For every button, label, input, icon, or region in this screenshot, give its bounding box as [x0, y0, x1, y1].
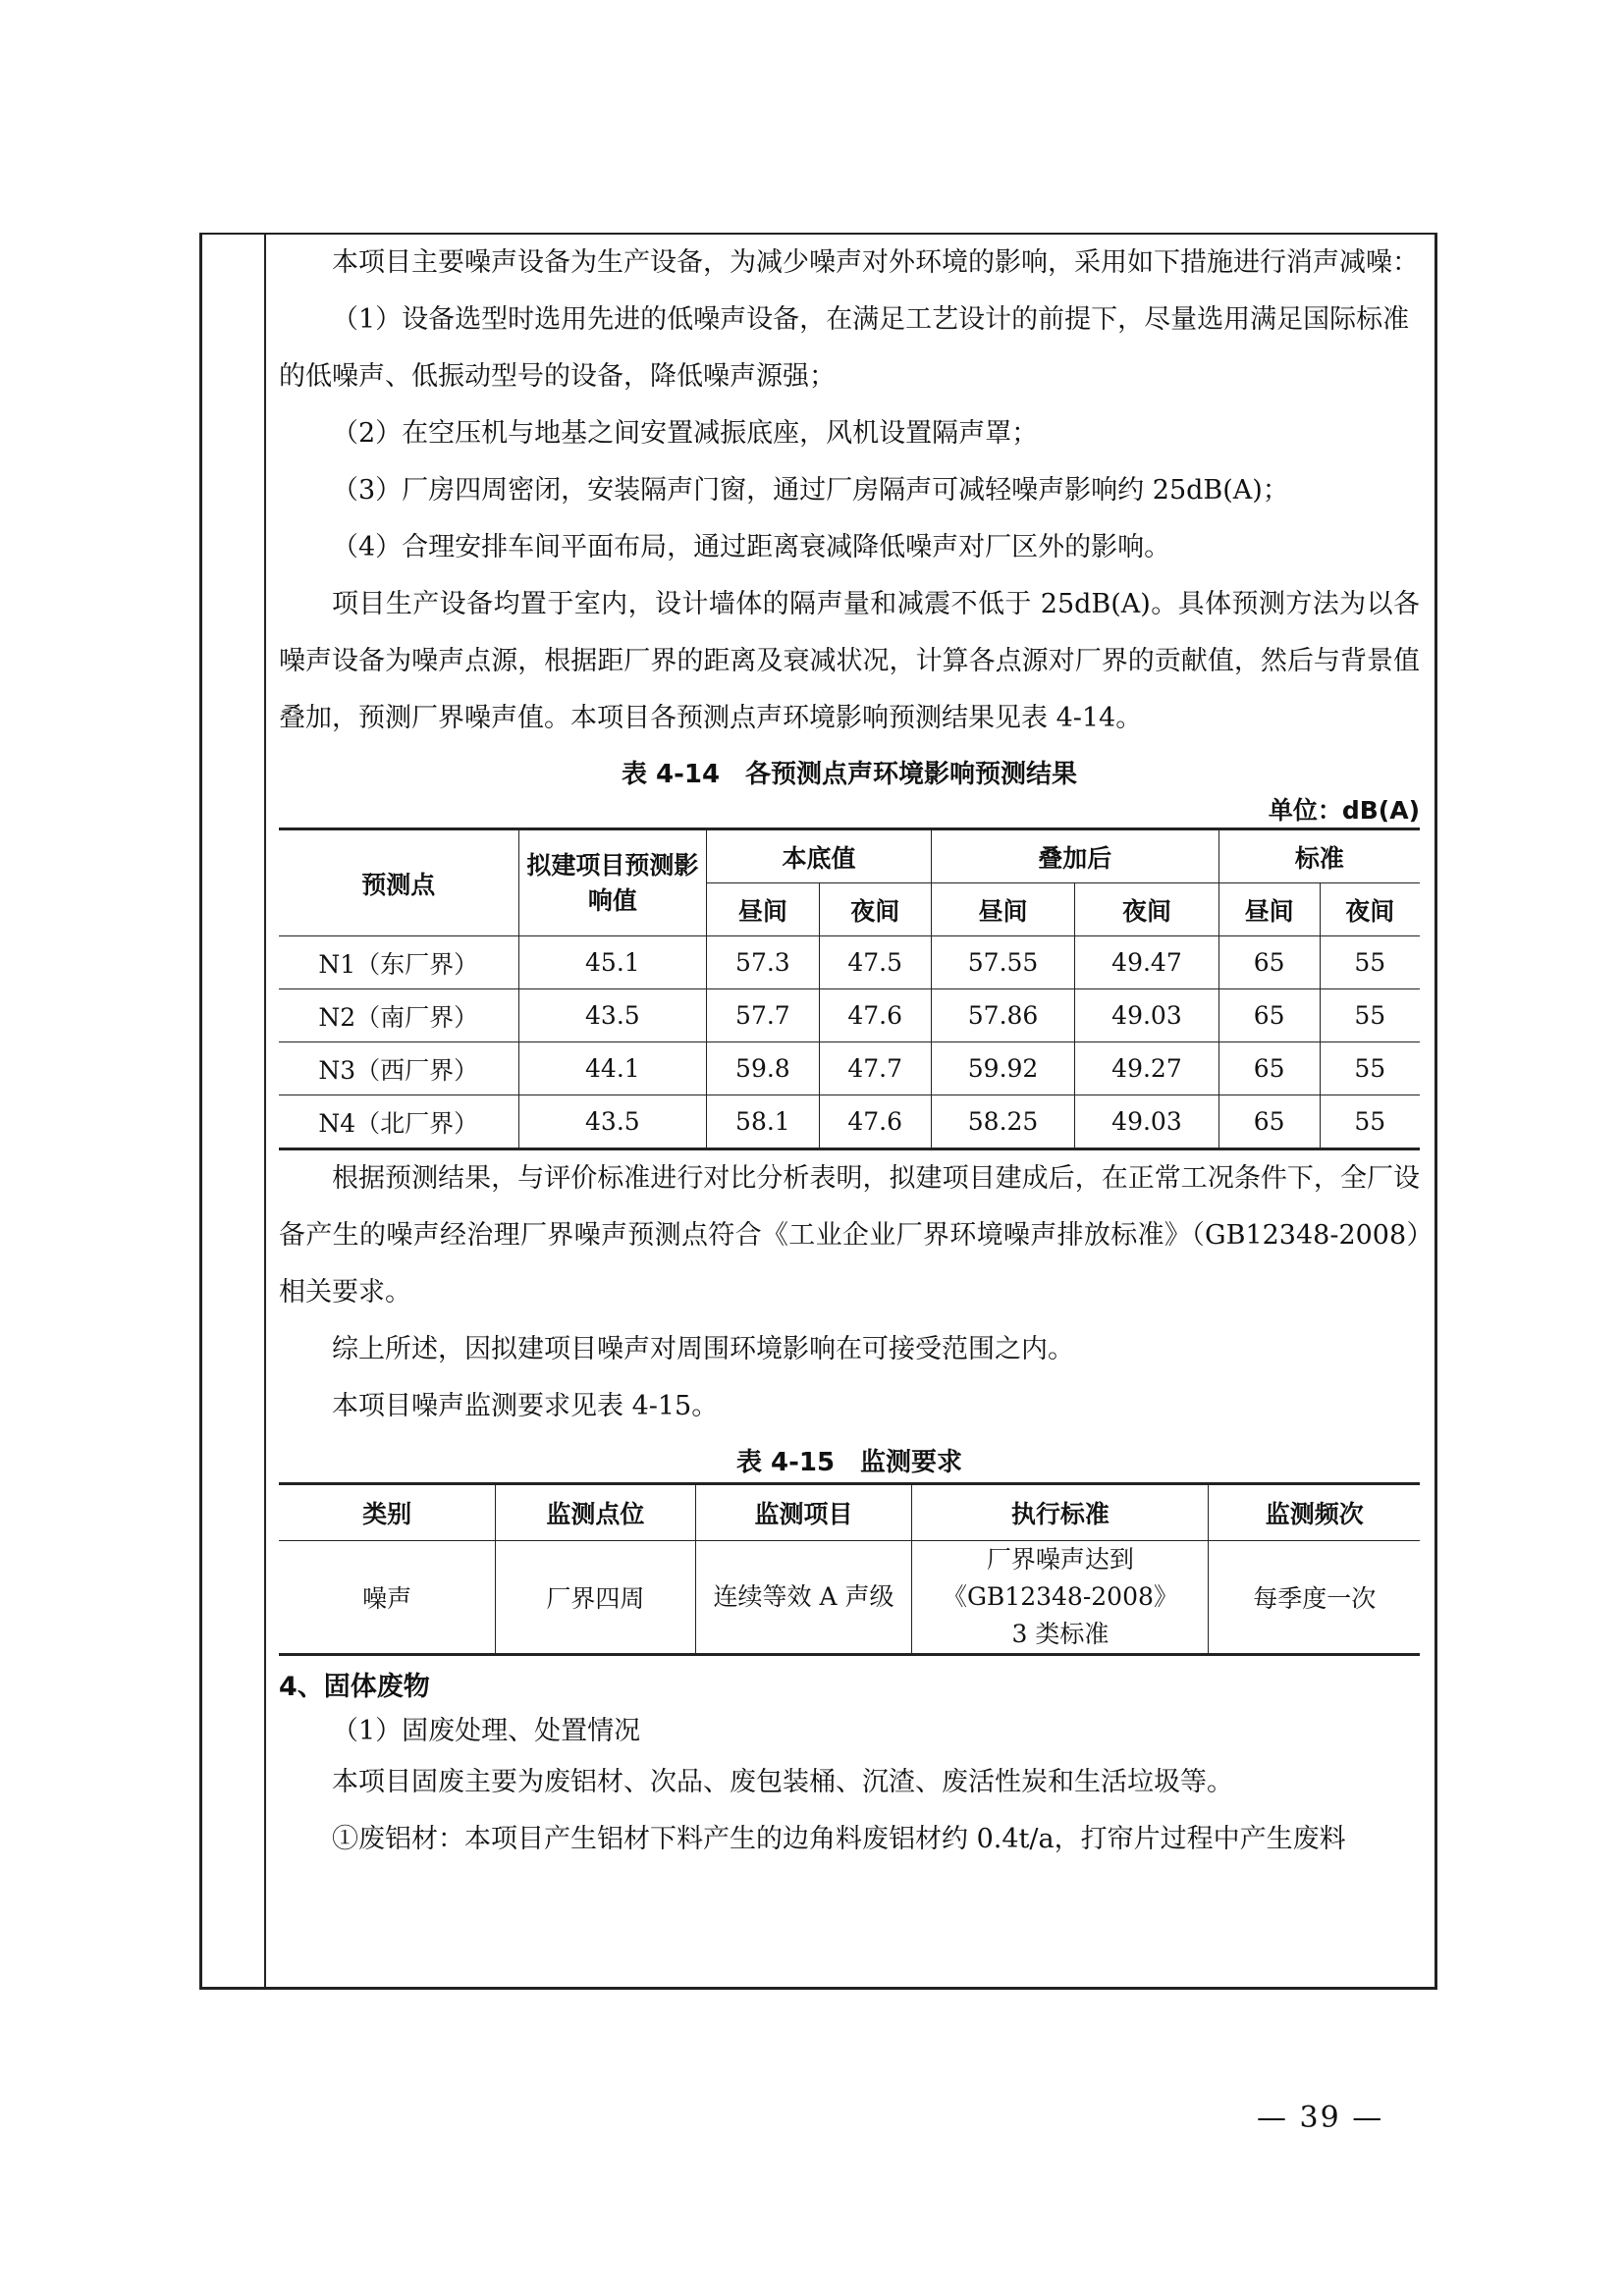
cell: 65	[1218, 1095, 1320, 1149]
section-title: 4、固体废物	[279, 1672, 430, 1702]
paragraph: 项目生产设备均置于室内，设计墙体的隔声量和减震不低于 25dB(A)。具体预测方法为以各噪声设备为噪声点源，根据距厂界的距离及衰减状况，计算各点源对厂界的贡献值，然后与背景值叠加，预测厂界噪声值。本项目各预测点声环境影响预测结果见表 4-14。	[279, 589, 1420, 733]
cell: 连续等效 A 声级	[695, 1541, 912, 1655]
cell: 49.03	[1075, 989, 1218, 1042]
table-caption: 表 4-15 监测要求	[735, 1448, 963, 1477]
header-night: 夜间	[819, 883, 931, 936]
cell: 43.5	[518, 1095, 707, 1149]
table-row	[279, 936, 1420, 989]
cell: 55	[1320, 1042, 1420, 1095]
cell: 55	[1320, 989, 1420, 1042]
monitoring-table	[279, 1482, 1420, 1656]
cell: N1（东厂界）	[279, 936, 518, 989]
header-item: 监测项目	[695, 1484, 912, 1541]
header-point: 预测点	[279, 829, 518, 936]
cell: 每季度一次	[1209, 1541, 1420, 1655]
header-day: 昼间	[707, 883, 819, 936]
cell: 43.5	[518, 989, 707, 1042]
left-label-column	[202, 235, 266, 1987]
header-category: 类别	[279, 1484, 496, 1541]
paragraph: 综上所述，因拟建项目噪声对周围环境影响在可接受范围之内。	[332, 1334, 1074, 1364]
cell: 59.92	[931, 1042, 1074, 1095]
cell: 49.27	[1075, 1042, 1218, 1095]
header-standard: 执行标准	[912, 1484, 1209, 1541]
cell: 47.7	[819, 1042, 931, 1095]
cell: 65	[1218, 936, 1320, 989]
cell: 57.7	[707, 989, 819, 1042]
header-standard: 标准	[1218, 829, 1420, 883]
table-caption: 表 4-14 各预测点声环境影响预测结果	[621, 760, 1078, 789]
cell: 55	[1320, 936, 1420, 989]
cell: N2（南厂界）	[279, 989, 518, 1042]
cell: 45.1	[518, 936, 707, 989]
page-number: — 39 —	[1257, 2101, 1384, 2135]
cell: 噪声	[279, 1541, 496, 1655]
header-night: 夜间	[1320, 883, 1420, 936]
header-night: 夜间	[1075, 883, 1218, 936]
cell: 57.3	[707, 936, 819, 989]
table-row	[279, 1541, 1420, 1655]
header-day: 昼间	[931, 883, 1074, 936]
paragraph: 本项目主要噪声设备为生产设备，为减少噪声对外环境的影响，采用如下措施进行消声减噪：	[332, 247, 1419, 278]
cell: 49.47	[1075, 936, 1218, 989]
header-day: 昼间	[1218, 883, 1320, 936]
cell: 厂界噪声达到《GB12348-2008》3 类标准	[912, 1541, 1209, 1655]
cell: 65	[1218, 989, 1320, 1042]
measure-item: （3）厂房四周密闭，安装隔声门窗，通过厂房隔声可减轻噪声影响约 25dB(A)；	[332, 475, 1289, 506]
cell: 47.5	[819, 936, 931, 989]
cell: 55	[1320, 1095, 1420, 1149]
table-row	[279, 989, 1420, 1042]
paragraph: 根据预测结果，与评价标准进行对比分析表明，拟建项目建成后，在正常工况条件下，全厂设备产生的噪声经治理厂界噪声预测点符合《工业企业厂界环境噪声排放标准》（GB12348-2008）相关要求。	[279, 1163, 1420, 1308]
cell: 44.1	[518, 1042, 707, 1095]
table-row	[279, 1042, 1420, 1095]
paragraph: 本项目噪声监测要求见表 4-15。	[332, 1391, 719, 1421]
header-frequency: 监测频次	[1209, 1484, 1420, 1541]
cell: 49.03	[1075, 1095, 1218, 1149]
cell: N4（北厂界）	[279, 1095, 518, 1149]
sub-heading: （1）固废处理、处置情况	[332, 1716, 641, 1746]
measure-item: （1）设备选型时选用先进的低噪声设备，在满足工艺设计的前提下，尽量选用满足国际标准的低噪声、低振动型号的设备，降低噪声源强；	[279, 304, 1410, 392]
cell: 47.6	[819, 1095, 931, 1149]
paragraph: ①废铝材：本项目产生铝材下料产生的边角料废铝材约 0.4t/a，打帘片过程中产生废料	[332, 1824, 1346, 1854]
cell: N3（西厂界）	[279, 1042, 518, 1095]
measure-item: （2）在空压机与地基之间安置减振底座，风机设置隔声罩；	[332, 418, 1039, 449]
header-location: 监测点位	[496, 1484, 695, 1541]
header-project: 拟建项目预测影响值	[518, 829, 707, 936]
cell: 57.55	[931, 936, 1074, 989]
measure-item: （4）合理安排车间平面布局，通过距离衰减降低噪声对厂区外的影响。	[332, 532, 1171, 562]
paragraph: 本项目固废主要为废铝材、次品、废包装桶、沉渣、废活性炭和生活垃圾等。	[332, 1767, 1233, 1797]
prediction-table	[279, 828, 1420, 1150]
table-row	[279, 1095, 1420, 1149]
cell: 58.25	[931, 1095, 1074, 1149]
table-unit: 单位：dB(A)	[1268, 796, 1420, 825]
header-after: 叠加后	[931, 829, 1218, 883]
cell: 65	[1218, 1042, 1320, 1095]
cell: 47.6	[819, 989, 931, 1042]
cell: 厂界四周	[496, 1541, 695, 1655]
content-body	[279, 235, 1420, 1868]
cell: 58.1	[707, 1095, 819, 1149]
header-background: 本底值	[707, 829, 932, 883]
content-frame	[199, 233, 1437, 1990]
cell: 59.8	[707, 1042, 819, 1095]
cell: 57.86	[931, 989, 1074, 1042]
